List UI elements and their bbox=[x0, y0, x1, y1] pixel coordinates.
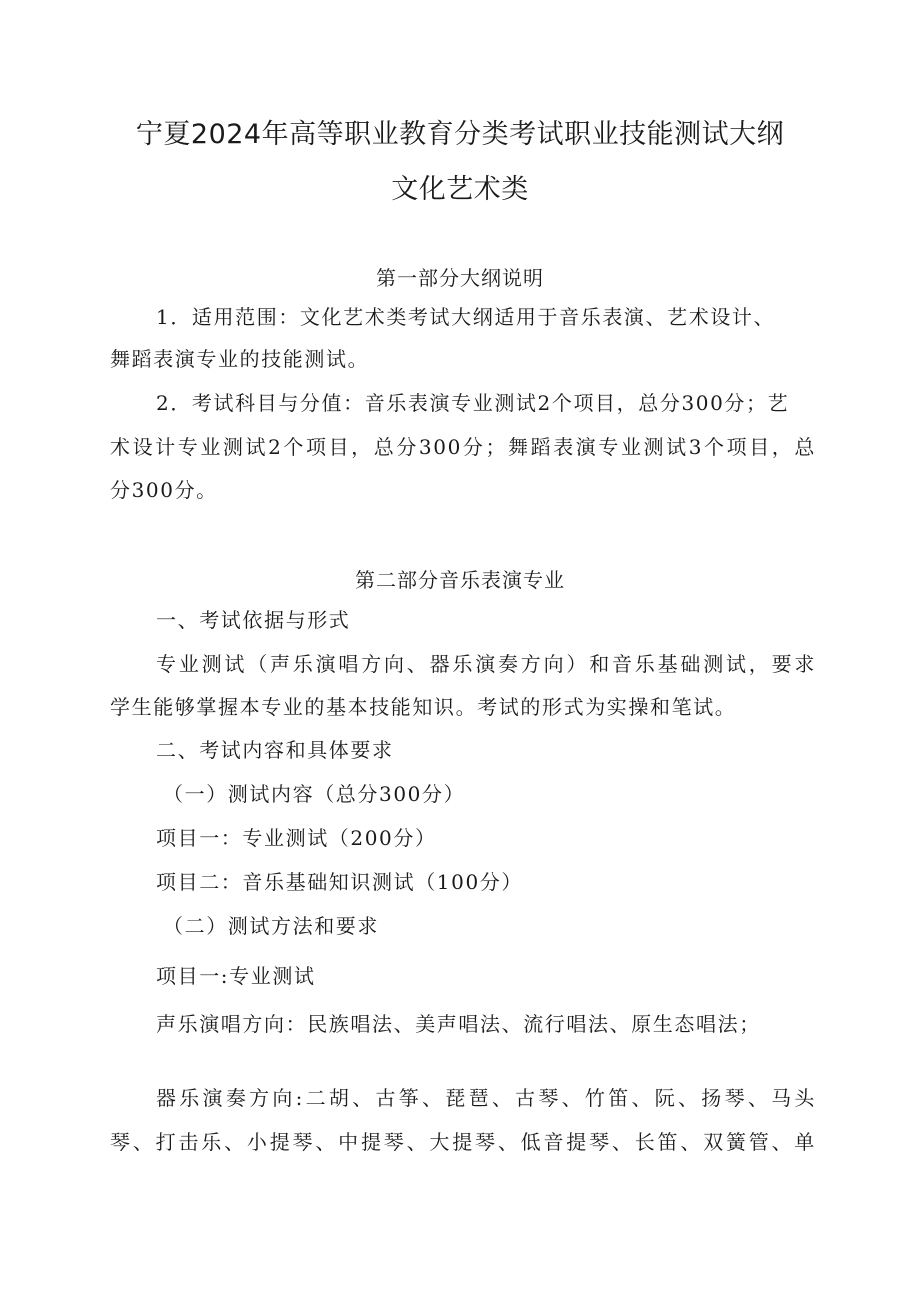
instrument-line1: 器乐演奏方向:二胡、古筝、琵琶、古琴、竹笛、阮、扬琴、马头 bbox=[156, 1086, 816, 1110]
document-title: 宁夏2024年高等职业教育分类考试职业技能测试大纲 bbox=[135, 119, 785, 150]
sub2-title: （二）测试方法和要求 bbox=[163, 914, 379, 938]
part1-heading: 第一部分大纲说明 bbox=[376, 266, 544, 290]
project2: 项目二：音乐基础知识测试（100分） bbox=[156, 870, 523, 894]
section1-line1: 专业测试（声乐演唱方向、器乐演奏方向）和音乐基础测试，要求 bbox=[156, 652, 816, 676]
project1: 项目一：专业测试（200分） bbox=[156, 826, 437, 850]
section2-title: 二、考试内容和具体要求 bbox=[156, 738, 394, 762]
sub1-title: （一）测试内容（总分300分） bbox=[163, 782, 466, 806]
part1-item1-line2: 舞蹈表演专业的技能测试。 bbox=[110, 347, 370, 371]
part1-item2-line1: 2．考试科目与分值：音乐表演专业测试2个项目，总分300分；艺 bbox=[156, 391, 790, 415]
part1-item2-line2: 术设计专业测试2个项目，总分300分；舞蹈表演专业测试3个项目，总 bbox=[110, 435, 816, 459]
part1-item2-line3: 分300分。 bbox=[110, 478, 218, 502]
vocal-direction: 声乐演唱方向：民族唱法、美声唱法、流行唱法、原生态唱法； bbox=[156, 1012, 761, 1036]
section1-line2: 学生能够掌握本专业的基本技能知识。考试的形式为实操和笔试。 bbox=[110, 695, 737, 719]
part2-heading: 第二部分音乐表演专业 bbox=[355, 568, 565, 592]
project1-method: 项目一:专业测试 bbox=[156, 964, 316, 988]
section1-title: 一、考试依据与形式 bbox=[156, 608, 351, 632]
instrument-line2: 琴、打击乐、小提琴、中提琴、大提琴、低音提琴、长笛、双簧管、单 bbox=[110, 1130, 816, 1154]
document-subtitle: 文化艺术类 bbox=[391, 174, 529, 205]
part1-item1-line1: 1．适用范围：文化艺术类考试大纲适用于音乐表演、艺术设计、 bbox=[156, 305, 776, 329]
